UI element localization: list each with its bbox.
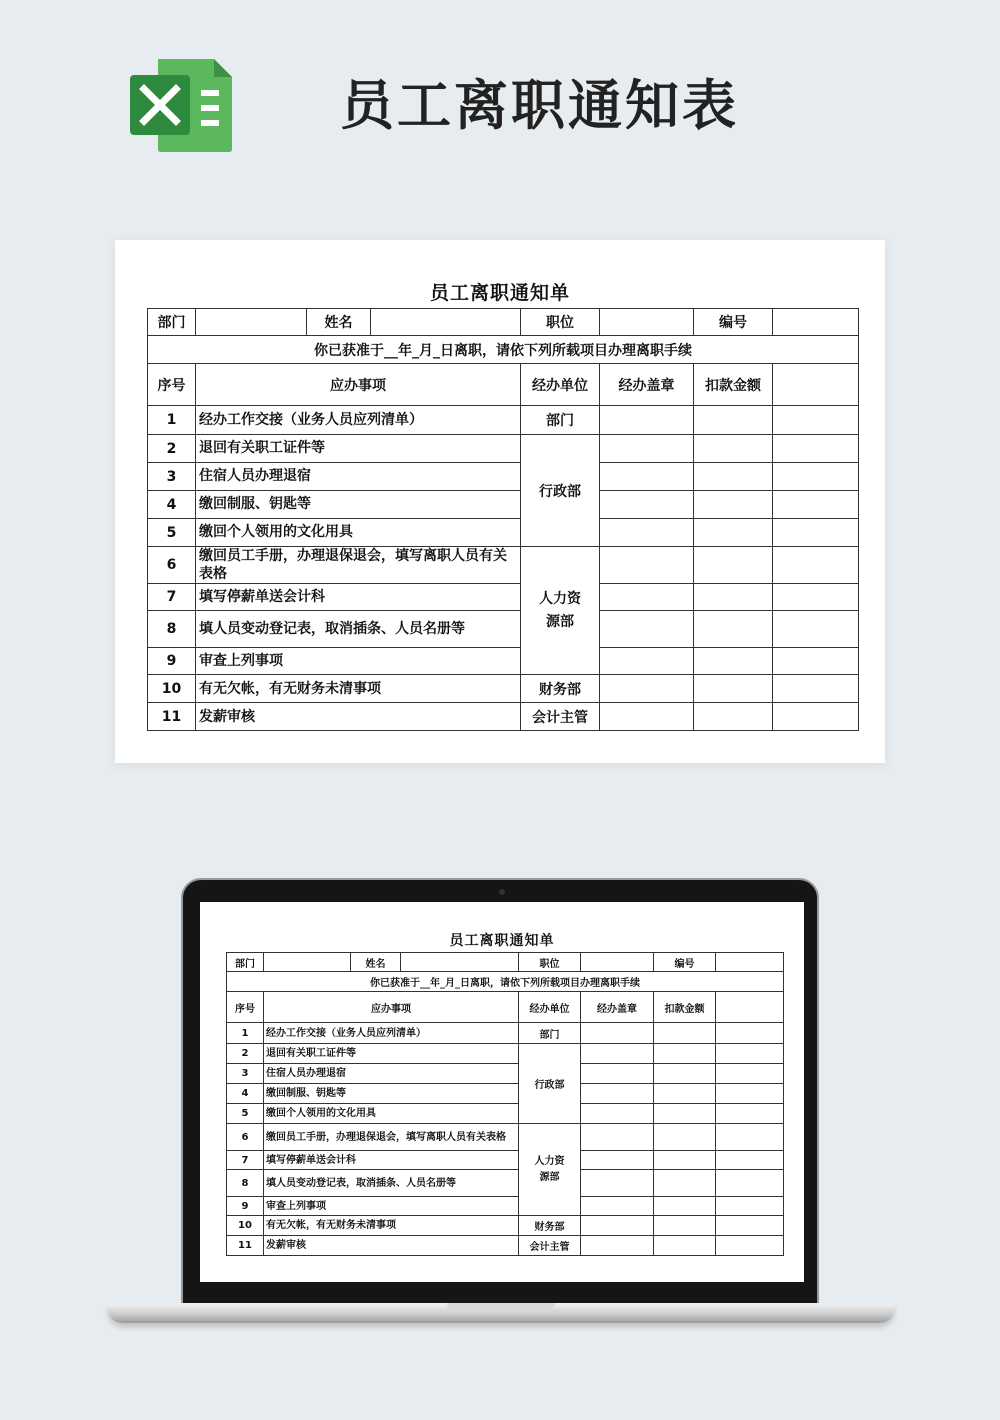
row-seq: 2 [148, 435, 196, 463]
row-seq: 8 [148, 611, 196, 648]
row-stamp-cell[interactable] [581, 1151, 654, 1170]
row-deduct-cell[interactable] [694, 463, 773, 491]
row-deduct-cell[interactable] [694, 547, 773, 584]
number-value-cell[interactable] [716, 953, 784, 972]
notice-text: 你已获准于__年_月_日离职，请依下列所载项目办理离职手续 [148, 336, 859, 364]
row-item: 住宿人员办理退宿 [264, 1064, 519, 1084]
row-deduct-cell[interactable] [654, 1170, 716, 1197]
table-row [227, 1084, 784, 1104]
table-row [227, 1170, 784, 1197]
form-paper [115, 240, 885, 763]
row-stamp-cell[interactable] [581, 1236, 654, 1256]
row-seq: 3 [148, 463, 196, 491]
row-extra-cell[interactable] [716, 1084, 784, 1104]
row-stamp-cell[interactable] [581, 1170, 654, 1197]
table-row [148, 547, 859, 584]
table-row [148, 463, 859, 491]
row-seq: 9 [227, 1197, 264, 1216]
col-unit-header: 经办单位 [521, 364, 600, 406]
row-seq: 2 [227, 1044, 264, 1064]
col-item-header: 应办事项 [196, 364, 521, 406]
row-deduct-cell[interactable] [694, 703, 773, 731]
row-item: 经办工作交接（业务人员应列清单） [196, 406, 521, 435]
row-seq: 9 [148, 648, 196, 675]
position-value-cell[interactable] [600, 309, 694, 336]
row-seq: 11 [148, 703, 196, 731]
row-stamp-cell[interactable] [581, 1124, 654, 1151]
unit-hr-line2: 源部 [539, 1171, 560, 1183]
table-row [148, 435, 859, 463]
name-value-cell[interactable] [401, 953, 519, 972]
unit-admin: 行政部 [519, 1044, 581, 1124]
row-stamp-cell[interactable] [581, 1216, 654, 1236]
row-deduct-cell[interactable] [654, 1064, 716, 1084]
name-label: 姓名 [307, 309, 371, 336]
dept-label: 部门 [227, 953, 264, 972]
header-row [148, 309, 859, 336]
row-item: 发薪审核 [264, 1236, 519, 1256]
col-unit-header: 经办单位 [519, 992, 581, 1023]
row-extra-cell[interactable] [716, 1064, 784, 1084]
row-deduct-cell[interactable] [694, 611, 773, 648]
row-seq: 10 [227, 1216, 264, 1236]
row-stamp-cell[interactable] [600, 435, 694, 463]
row-deduct-cell[interactable] [654, 1023, 716, 1044]
row-extra-cell[interactable] [716, 1216, 784, 1236]
table-row [148, 519, 859, 547]
unit-finance: 财务部 [521, 675, 600, 703]
row-stamp-cell[interactable] [581, 1044, 654, 1064]
row-extra-cell[interactable] [773, 519, 859, 547]
unit-accounting: 会计主管 [521, 703, 600, 731]
row-item: 有无欠帐，有无财务未清事项 [196, 675, 521, 703]
excel-icon [128, 57, 234, 153]
row-extra-cell[interactable] [773, 491, 859, 519]
laptop-notch [447, 1303, 555, 1311]
col-deduct-header: 扣款金额 [654, 992, 716, 1023]
row-extra-cell[interactable] [773, 675, 859, 703]
row-deduct-cell[interactable] [654, 1044, 716, 1064]
row-seq: 10 [148, 675, 196, 703]
form-table [147, 308, 859, 731]
row-extra-cell[interactable] [716, 1170, 784, 1197]
row-item: 经办工作交接（业务人员应列清单） [264, 1023, 519, 1044]
notice-row [227, 972, 784, 992]
row-extra-cell[interactable] [716, 1104, 784, 1124]
table-row [148, 648, 859, 675]
row-deduct-cell[interactable] [694, 435, 773, 463]
table-row [227, 1064, 784, 1084]
dept-value-cell[interactable] [196, 309, 307, 336]
row-seq: 8 [227, 1170, 264, 1197]
row-deduct-cell[interactable] [654, 1197, 716, 1216]
row-seq: 7 [148, 584, 196, 611]
row-seq: 4 [148, 491, 196, 519]
table-row [148, 491, 859, 519]
table-row [148, 703, 859, 731]
row-item: 审查上列事项 [196, 648, 521, 675]
unit-dept: 部门 [519, 1023, 581, 1044]
table-row [227, 1197, 784, 1216]
row-stamp-cell[interactable] [600, 547, 694, 584]
row-extra-cell[interactable] [716, 1044, 784, 1064]
name-label: 姓名 [351, 953, 401, 972]
row-stamp-cell[interactable] [600, 648, 694, 675]
row-seq: 11 [227, 1236, 264, 1256]
row-deduct-cell[interactable] [694, 675, 773, 703]
unit-dept: 部门 [521, 406, 600, 435]
number-value-cell[interactable] [773, 309, 859, 336]
col-item-header: 应办事项 [264, 992, 519, 1023]
notice-row [148, 336, 859, 364]
column-header-row [148, 364, 859, 406]
column-header-row [227, 992, 784, 1023]
table-row [148, 584, 859, 611]
camera-icon [499, 889, 505, 895]
table-row [227, 1151, 784, 1170]
position-label: 职位 [521, 309, 600, 336]
col-stamp-header: 经办盖章 [581, 992, 654, 1023]
row-deduct-cell[interactable] [654, 1236, 716, 1256]
row-extra-cell[interactable] [716, 1151, 784, 1170]
unit-accounting: 会计主管 [519, 1236, 581, 1256]
row-item: 填人员变动登记表，取消插条、人员名册等 [196, 611, 521, 648]
row-deduct-cell[interactable] [694, 648, 773, 675]
unit-hr-line2: 源部 [546, 613, 574, 630]
row-deduct-cell[interactable] [654, 1124, 716, 1151]
row-item: 填写停薪单送会计科 [196, 584, 521, 611]
row-seq: 5 [227, 1104, 264, 1124]
row-extra-cell[interactable] [773, 547, 859, 584]
table-row [227, 1216, 784, 1236]
row-extra-cell[interactable] [773, 584, 859, 611]
row-item: 填人员变动登记表，取消插条、人员名册等 [264, 1170, 519, 1197]
row-item: 住宿人员办理退宿 [196, 463, 521, 491]
number-label: 编号 [654, 953, 716, 972]
row-deduct-cell[interactable] [654, 1084, 716, 1104]
position-label: 职位 [519, 953, 581, 972]
dept-label: 部门 [148, 309, 196, 336]
row-stamp-cell[interactable] [581, 1023, 654, 1044]
row-item: 发薪审核 [196, 703, 521, 731]
row-seq: 1 [227, 1023, 264, 1044]
row-item: 退回有关职工证件等 [264, 1044, 519, 1064]
table-row [227, 1236, 784, 1256]
unit-hr-line1: 人力资 [534, 1155, 565, 1167]
col-stamp-header: 经办盖章 [600, 364, 694, 406]
unit-finance: 财务部 [519, 1216, 581, 1236]
row-extra-cell[interactable] [773, 611, 859, 648]
row-deduct-cell[interactable] [654, 1104, 716, 1124]
unit-hr-line1: 人力资 [539, 591, 581, 608]
row-stamp-cell[interactable] [600, 519, 694, 547]
row-stamp-cell[interactable] [581, 1197, 654, 1216]
number-label: 编号 [694, 309, 773, 336]
row-seq: 3 [227, 1064, 264, 1084]
col-extra-header [716, 992, 784, 1023]
name-value-cell[interactable] [371, 309, 521, 336]
table-row [148, 406, 859, 435]
row-extra-cell[interactable] [716, 1124, 784, 1151]
row-item: 缴回制服、钥匙等 [196, 491, 521, 519]
row-stamp-cell[interactable] [600, 584, 694, 611]
row-item: 填写停薪单送会计科 [264, 1151, 519, 1170]
row-seq: 6 [148, 547, 196, 584]
row-item: 缴回员工手册，办理退保退会，填写离职人员有关表格 [196, 547, 521, 584]
row-stamp-cell[interactable] [581, 1104, 654, 1124]
col-extra-header [773, 364, 859, 406]
position-value-cell[interactable] [581, 953, 654, 972]
laptop-screen [200, 902, 804, 1282]
table-row [148, 611, 859, 648]
row-seq: 5 [148, 519, 196, 547]
row-extra-cell[interactable] [773, 703, 859, 731]
row-item: 缴回个人领用的文化用具 [196, 519, 521, 547]
col-seq-header: 序号 [148, 364, 196, 406]
notice-text: 你已获准于__年_月_日离职，请依下列所载项目办理离职手续 [227, 972, 784, 992]
unit-admin: 行政部 [521, 435, 600, 547]
dept-value-cell[interactable] [264, 953, 351, 972]
row-item: 缴回员工手册，办理退保退会，填写离职人员有关表格 [264, 1124, 519, 1151]
row-extra-cell[interactable] [773, 406, 859, 435]
table-row [148, 675, 859, 703]
row-extra-cell[interactable] [716, 1023, 784, 1044]
row-item: 退回有关职工证件等 [196, 435, 521, 463]
row-seq: 1 [148, 406, 196, 435]
form-table [226, 952, 784, 1256]
row-seq: 6 [227, 1124, 264, 1151]
row-item: 审查上列事项 [264, 1197, 519, 1216]
row-stamp-cell[interactable] [600, 611, 694, 648]
col-seq-header: 序号 [227, 992, 264, 1023]
row-stamp-cell[interactable] [581, 1084, 654, 1104]
row-seq: 7 [227, 1151, 264, 1170]
table-row [227, 1044, 784, 1064]
row-deduct-cell[interactable] [694, 519, 773, 547]
row-extra-cell[interactable] [773, 463, 859, 491]
row-seq: 4 [227, 1084, 264, 1104]
row-stamp-cell[interactable] [600, 406, 694, 435]
row-deduct-cell[interactable] [654, 1216, 716, 1236]
unit-hr [519, 1124, 581, 1216]
row-item: 缴回制服、钥匙等 [264, 1084, 519, 1104]
page-title: 员工离职通知表 [340, 74, 739, 137]
table-row [227, 1023, 784, 1044]
row-extra-cell[interactable] [716, 1197, 784, 1216]
row-stamp-cell[interactable] [581, 1064, 654, 1084]
row-item: 有无欠帐，有无财务未清事项 [264, 1216, 519, 1236]
table-row [227, 1104, 784, 1124]
table-row [227, 1124, 784, 1151]
header-row [227, 953, 784, 972]
row-extra-cell[interactable] [716, 1236, 784, 1256]
row-stamp-cell[interactable] [600, 463, 694, 491]
form-title: 员工离职通知单 [429, 282, 570, 304]
row-deduct-cell[interactable] [694, 584, 773, 611]
row-extra-cell[interactable] [773, 648, 859, 675]
row-item: 缴回个人领用的文化用具 [264, 1104, 519, 1124]
form-title: 员工离职通知单 [449, 933, 555, 949]
row-deduct-cell[interactable] [694, 406, 773, 435]
row-deduct-cell[interactable] [694, 491, 773, 519]
row-stamp-cell[interactable] [600, 491, 694, 519]
unit-hr [521, 547, 600, 675]
row-stamp-cell[interactable] [600, 675, 694, 703]
row-extra-cell[interactable] [773, 435, 859, 463]
row-stamp-cell[interactable] [600, 703, 694, 731]
row-deduct-cell[interactable] [654, 1151, 716, 1170]
col-deduct-header: 扣款金额 [694, 364, 773, 406]
